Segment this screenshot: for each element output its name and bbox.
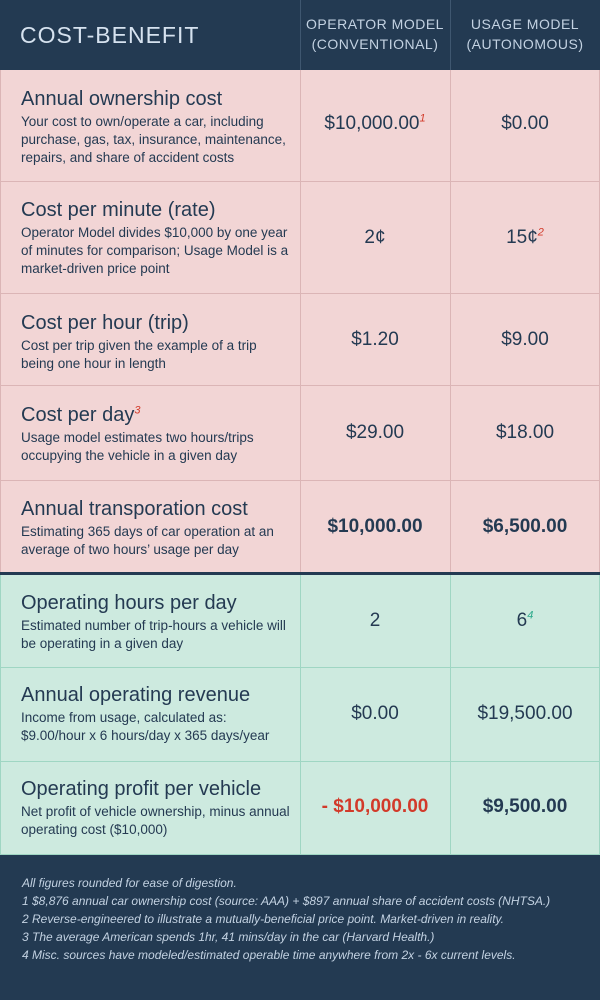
operator-value: 2¢ <box>364 227 386 248</box>
row-description: Cost per trip given the example of a trip being one hour in length <box>21 338 257 371</box>
footnote-marker: 1 <box>419 112 426 125</box>
row-title: Cost per minute (rate) <box>21 199 216 221</box>
table-row-annual-transportation-cost <box>0 481 600 572</box>
table-row-cost-per-minute <box>0 182 600 294</box>
row-title: Cost per day$^3$ <box>21 404 141 426</box>
table-row-operating-profit-per-vehicle <box>0 762 600 855</box>
column-header-usage-model: USAGE MODEL (AUTONOMOUS) <box>466 16 584 52</box>
usage-value: $18.00 <box>495 422 555 443</box>
footnote-4: 4 Misc. sources have modeled/estimated operable time anywhere from 2x - 6x current levels. <box>22 948 516 962</box>
footnote-marker: 2 <box>537 226 544 239</box>
usage-value: $19,500.00 <box>477 703 573 724</box>
operator-value: $29.00 <box>345 422 405 443</box>
operator-value: 2 <box>369 610 381 631</box>
footnotes <box>22 874 582 964</box>
column-header-operator-model: OPERATOR MODEL (CONVENTIONAL) <box>306 16 444 52</box>
table-row-annual-ownership-cost <box>0 70 600 182</box>
footnote-3: 3 The average American spends 1hr, 41 mins/day in the car (Harvard Health.) <box>22 930 435 944</box>
row-description: Estimated number of trip-hours a vehicle will be operating in a given day <box>21 618 286 651</box>
row-title: Cost per hour (trip) <box>21 312 189 334</box>
row-description: Operator Model divides $10,000 by one year of minutes for comparison; Usage Model is a market-driven price point <box>21 225 289 276</box>
footnote-marker: 3 <box>134 404 141 417</box>
row-description: Your cost to own/operate a car, including purchase, gas, tax, insurance, maintenance, repairs, and share of accident costs <box>21 114 286 165</box>
usage-value: $9,500.00 <box>482 796 568 817</box>
table-row-cost-per-hour <box>0 294 600 386</box>
table-row-annual-operating-revenue <box>0 668 600 762</box>
footnote-intro: All figures rounded for ease of digestion. <box>22 876 237 890</box>
table-header <box>0 0 600 70</box>
operator-value: $0.00 <box>351 703 399 724</box>
table-body <box>0 70 600 855</box>
row-description: Net profit of vehicle ownership, minus annual operating cost ($10,000) <box>21 804 290 837</box>
operator-value: - $10,000.00 <box>321 796 429 817</box>
usage-value: 6$^4$ <box>516 609 534 631</box>
table-row-cost-per-day <box>0 386 600 481</box>
row-description: Income from usage, calculated as: $9.00/hour x 6 hours/day x 365 days/year <box>21 710 270 743</box>
row-title: Operating profit per vehicle <box>21 778 262 800</box>
footnote-1: 1 $8,876 annual car ownership cost (source: AAA) + $897 annual share of accident costs (NHTSA.) <box>22 894 551 908</box>
usage-value: $0.00 <box>501 113 549 134</box>
row-title: Annual transporation cost <box>21 498 248 520</box>
operator-value: $10,000.00$^1$ <box>324 112 426 134</box>
row-description: Usage model estimates two hours/trips occupying the vehicle in a given day <box>21 430 254 463</box>
row-title: Annual operating revenue <box>21 684 251 706</box>
table-row-operating-hours-per-day <box>0 575 600 668</box>
row-title: Annual ownership cost <box>21 88 223 110</box>
usage-value: $6,500.00 <box>482 516 568 537</box>
row-description: Estimating 365 days of car operation at an average of two hours’ usage per day <box>21 524 274 557</box>
footnote-2: 2 Reverse-engineered to illustrate a mutually-beneficial price point. Market-driven in reality. <box>22 912 505 926</box>
operator-value: $1.20 <box>351 329 399 350</box>
usage-value: 15¢$^2$ <box>506 226 544 248</box>
usage-value: $9.00 <box>501 329 549 350</box>
footnote-marker: 4 <box>527 609 534 622</box>
row-title: Operating hours per day <box>21 592 237 614</box>
operator-value: $10,000.00 <box>327 516 423 537</box>
table-title: COST-BENEFIT <box>20 22 200 48</box>
